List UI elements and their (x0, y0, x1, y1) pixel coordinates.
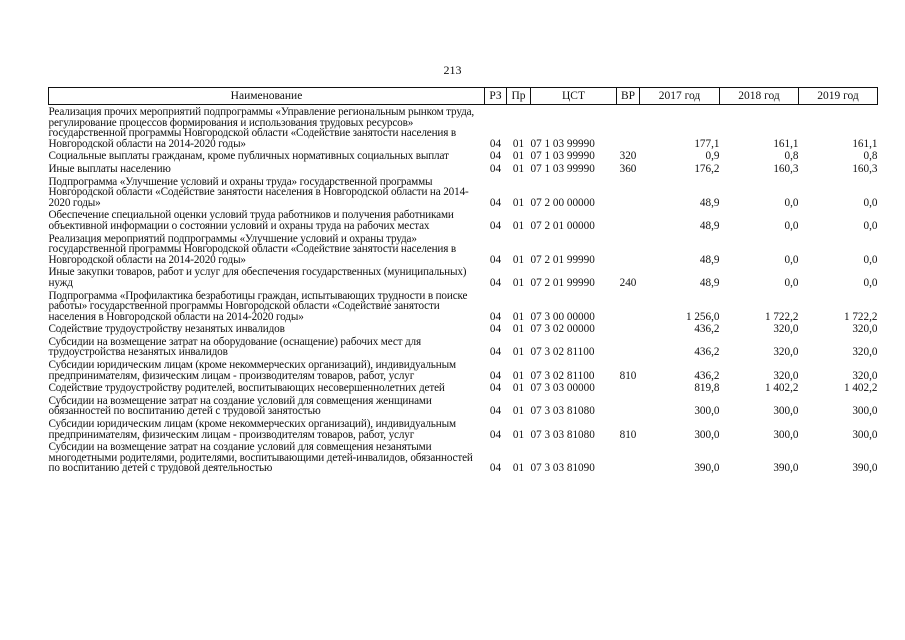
row-vr (617, 381, 640, 394)
row-2018-value: 320,0 (773, 346, 799, 359)
row-name: Субсидии на возмещение затрат на создание условий для совмещения женщинами обязанностей по воспитанию детей с трудовой занятостью (48, 394, 432, 418)
row-name: Подпрограмма «Улучшение условий и охраны труда» государственной программы Новгородской области «Содействие занятости населения в Новгородской области на 2014-2020 годы» (48, 175, 469, 209)
row-2017-value: 436,2 (694, 346, 720, 359)
table-row (49, 265, 878, 288)
row-vr (617, 232, 640, 266)
row-2018-value: 0,0 (784, 253, 799, 266)
row-pr: 01 (512, 219, 525, 232)
row-2017-value: 48,9 (699, 196, 720, 209)
row-rz: 04 (489, 382, 502, 395)
row-cst: 07 1 03 99990 (530, 150, 595, 163)
table-body (49, 105, 878, 475)
row-pr: 01 (512, 462, 525, 475)
row-pr: 01 (512, 369, 525, 382)
row-2018-value: 1 722,2 (764, 310, 799, 323)
row-2018-value: 320,0 (773, 323, 799, 336)
row-2019-value: 1 402,2 (843, 382, 878, 395)
row-vr: 240 (619, 276, 637, 289)
row-name: Реализация мероприятий подпрограммы «Улучшение условий и охраны труда» государственной программы Новгородской области «Содействие занятости населения в Новгородской области на 2014-2020 годы» (48, 232, 457, 266)
row-2017-value: 819,8 (694, 382, 720, 395)
row-rz: 04 (489, 150, 502, 163)
header-cst: ЦСТ (531, 88, 617, 105)
row-name: Субсидии юридическим лицам (кроме некоммерческих организаций), индивидуальным предпринимателям, физическим лицам - производителям товаров, работ, услуг (48, 359, 456, 382)
row-cst: 07 1 03 99990 (530, 162, 595, 175)
row-2019-value: 390,0 (852, 462, 878, 475)
row-2018-value: 0,0 (784, 219, 799, 232)
row-2017-value: 177,1 (694, 137, 720, 150)
row-vr (617, 322, 640, 335)
row-vr: 320 (619, 150, 637, 163)
row-vr (617, 175, 640, 209)
row-cst: 07 2 01 99990 (530, 253, 595, 266)
row-2019-value: 1 722,2 (843, 310, 878, 323)
row-pr: 01 (512, 162, 525, 175)
table-row (49, 162, 878, 175)
row-name: Иные выплаты населению (48, 162, 171, 175)
table-row (49, 358, 878, 381)
row-rz: 04 (489, 162, 502, 175)
row-cst: 07 3 03 81080 (530, 405, 595, 418)
row-2019-value: 161,1 (852, 137, 878, 150)
table-row (49, 175, 878, 209)
row-2019-value: 160,3 (852, 162, 878, 175)
row-vr: 360 (619, 162, 637, 175)
budget-table (48, 87, 878, 474)
table-row (49, 149, 878, 162)
row-2018-value: 0,0 (784, 196, 799, 209)
header-name: Наименование (49, 88, 485, 105)
row-vr (617, 394, 640, 417)
row-rz: 04 (489, 346, 502, 359)
row-rz: 04 (489, 428, 502, 441)
table-row (49, 381, 878, 394)
row-2017-value: 176,2 (694, 162, 720, 175)
row-2019-value: 0,0 (863, 253, 878, 266)
table-row (49, 289, 878, 323)
row-2017-value: 48,9 (699, 253, 720, 266)
row-2017-value: 436,2 (694, 369, 720, 382)
page-number: 213 (443, 63, 462, 77)
row-2017-value: 1 256,0 (685, 310, 720, 323)
row-name: Содействие трудоустройству родителей, воспитывающих несовершеннолетних детей (48, 382, 445, 395)
row-name: Содействие трудоустройству незанятых инвалидов (48, 323, 285, 336)
row-cst: 07 3 03 81080 (530, 428, 595, 441)
row-cst: 07 3 02 81100 (530, 369, 595, 382)
row-cst: 07 3 03 81090 (530, 462, 595, 475)
row-2019-value: 0,0 (863, 196, 878, 209)
row-2017-value: 300,0 (694, 428, 720, 441)
row-pr: 01 (512, 196, 525, 209)
row-name: Социальные выплаты гражданам, кроме публичных нормативных социальных выплат (48, 150, 449, 163)
row-2018-value: 0,0 (784, 276, 799, 289)
table-row (49, 105, 878, 150)
row-rz: 04 (489, 369, 502, 382)
row-vr: 810 (619, 369, 637, 382)
header-2019: 2019 год (799, 88, 878, 105)
row-2017-value: 436,2 (694, 323, 720, 336)
row-2019-value: 0,8 (863, 150, 878, 163)
table-row (49, 440, 878, 474)
row-2018-value: 0,8 (784, 150, 799, 163)
row-name: Подпрограмма «Профилактика безработицы граждан, испытывающих трудности в поиске работы» государственной программы Новгородской области «Содействие занятости населения в Новгородской области на 2014-2020 годы» (48, 289, 468, 323)
row-pr: 01 (512, 150, 525, 163)
row-cst: 07 2 01 00000 (530, 219, 595, 232)
row-name: Иные закупки товаров, работ и услуг для обеспечения государственных (муниципальных) нужд (48, 266, 467, 289)
row-cst: 07 1 03 99990 (530, 137, 595, 150)
header-2018: 2018 год (720, 88, 799, 105)
row-pr: 01 (512, 276, 525, 289)
row-cst: 07 3 00 00000 (530, 310, 595, 323)
table-row (49, 394, 878, 417)
row-2017-value: 390,0 (694, 462, 720, 475)
row-vr (617, 105, 640, 150)
row-2018-value: 390,0 (773, 462, 799, 475)
row-2017-value: 48,9 (699, 219, 720, 232)
row-2019-value: 320,0 (852, 369, 878, 382)
row-pr: 01 (512, 405, 525, 418)
row-name: Обеспечение специальной оценки условий труда работников и получения работниками объективной информации о состоянии условий и охраны труда на рабочих местах (48, 209, 454, 232)
row-rz: 04 (489, 276, 502, 289)
header-2017: 2017 год (640, 88, 720, 105)
row-rz: 04 (489, 196, 502, 209)
row-rz: 04 (489, 462, 502, 475)
row-2019-value: 0,0 (863, 276, 878, 289)
row-rz: 04 (489, 219, 502, 232)
row-name: Субсидии на возмещение затрат на создание условий для совмещения незанятыми многодетными родителями, родителями, воспитывающими детей-инвалидов, обязанностей по воспитанию детей с трудовой деятельностью (48, 441, 473, 475)
row-2019-value: 320,0 (852, 346, 878, 359)
row-rz: 04 (489, 405, 502, 418)
row-2018-value: 161,1 (773, 137, 799, 150)
row-2019-value: 300,0 (852, 428, 878, 441)
row-pr: 01 (512, 346, 525, 359)
header-pr: Пр (507, 88, 531, 105)
table-row (49, 208, 878, 231)
row-2019-value: 320,0 (852, 323, 878, 336)
row-2018-value: 320,0 (773, 369, 799, 382)
row-pr: 01 (512, 310, 525, 323)
row-vr (617, 208, 640, 231)
row-pr: 01 (512, 253, 525, 266)
table-header-row (49, 88, 878, 105)
row-2017-value: 0,9 (705, 150, 720, 163)
row-name: Субсидии на возмещение затрат на оборудование (оснащение) рабочих мест для трудоустройства незанятых инвалидов (48, 335, 421, 359)
row-vr (617, 440, 640, 474)
row-2018-value: 300,0 (773, 405, 799, 418)
row-rz: 04 (489, 310, 502, 323)
row-2017-value: 300,0 (694, 405, 720, 418)
table-row (49, 335, 878, 358)
row-rz: 04 (489, 323, 502, 336)
row-name: Реализация прочих мероприятий подпрограммы «Управление региональным рынком труда, регулирование процессов формирования и использования трудовых ресурсов» государственной программы Новгородской области «Содействие занятости населения в Новгородской области на 2014-2020 годы» (48, 106, 475, 150)
table-row (49, 417, 878, 440)
row-cst: 07 3 02 00000 (530, 323, 595, 336)
row-pr: 01 (512, 137, 525, 150)
header-vr: ВР (617, 88, 640, 105)
row-name: Субсидии юридическим лицам (кроме некоммерческих организаций), индивидуальным предпринимателям, физическим лицам - производителям товаров, работ, услуг (48, 418, 456, 441)
row-rz: 04 (489, 253, 502, 266)
row-vr (617, 335, 640, 358)
row-cst: 07 2 00 00000 (530, 196, 595, 209)
row-pr: 01 (512, 382, 525, 395)
row-cst: 07 3 03 00000 (530, 382, 595, 395)
row-2017-value: 48,9 (699, 276, 720, 289)
row-vr (617, 289, 640, 323)
row-pr: 01 (512, 428, 525, 441)
table-row (49, 232, 878, 266)
row-2018-value: 300,0 (773, 428, 799, 441)
row-cst: 07 3 02 81100 (530, 346, 595, 359)
table-row (49, 322, 878, 335)
row-vr: 810 (619, 428, 637, 441)
row-2018-value: 1 402,2 (764, 382, 799, 395)
row-cst: 07 2 01 99990 (530, 276, 595, 289)
row-2019-value: 0,0 (863, 219, 878, 232)
header-rz: РЗ (485, 88, 507, 105)
row-pr: 01 (512, 323, 525, 336)
row-2018-value: 160,3 (773, 162, 799, 175)
row-rz: 04 (489, 137, 502, 150)
row-2019-value: 300,0 (852, 405, 878, 418)
